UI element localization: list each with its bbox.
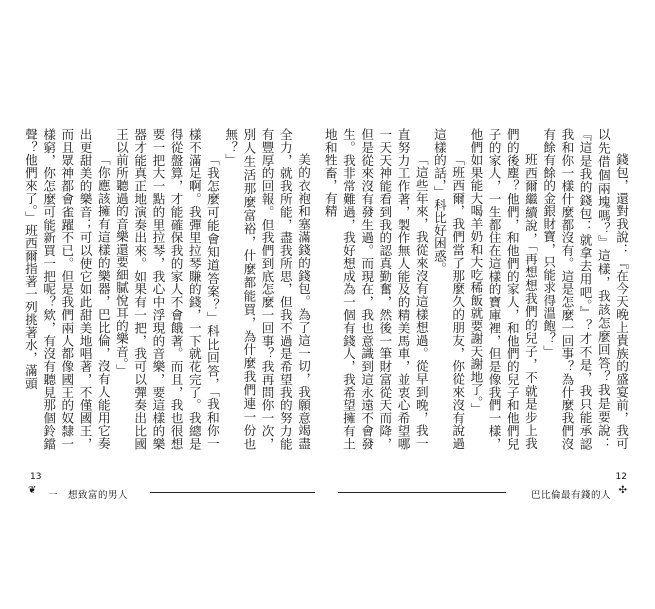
paragraph: 「我怎麼可能會知道答案？」科比回答，「我和你一樣不滿足啊。我彈里拉琴賺的錢，一下就花完了。我總是得從盤算，才能確保我的家人不會餓著。而且，我也很想要一把大一點的里拉琴，我心中浮現的音樂，要這樣的樂器才能真正地演奏出來。如果有一把，我可以彈奏出比國王以前所聽過的音樂還要細膩悅耳的樂音。」 [113, 128, 220, 450]
right-page-footer [328, 472, 655, 504]
paragraph: 「這些年來，我從來沒有這樣想過。從早到晚，我一直努力工作著，製作無人能及的精美馬車，並衷心希望哪一天天神能看到我的認真勤奮，然後一筆財富從天而降，但是從來沒有發生過。而現在，我也意識到這永遠不會發生。我非常難過，我好想成為一個有錢人，我希望擁有土地和牲畜，有精 [322, 128, 429, 450]
left-page-footer [0, 472, 327, 504]
page-number: 12 [615, 472, 627, 482]
left-page-text [22, 128, 312, 450]
paragraph: 「你應該擁有這樣的樂器，巴比倫，沒有人能用它奏出更甜美的樂音；可以使它如此甜美地唱著，不僅國王，而且眾神都會雀躍不已。但是我們兩人都像國王的奴隸一樣窮，你怎麼可能新買一把呢？欸，有沒有聽見那個鈴鐺聲？他們來了。」班西爾指著一列挑著水，滿頭 [22, 128, 111, 450]
running-head: 一 想致富的男人 [48, 490, 129, 501]
paragraph: 美的衣袍和塞滿錢的錢包。為了這一切，我願意竭盡全力，就我所能，盡我所思，但我不過是希望我的努力能有豐厚的回報。但我們到底怎麼一回事？我再問你一次，別人生活那麼富裕，什麼都能買，為什麼我們連一份也無？」 [223, 128, 311, 450]
page-number: 13 [30, 472, 42, 482]
right-page [322, 0, 655, 609]
paragraph: 「班西爾，我們當了那麼久的朋友，你從來沒有說過這樣的話，」科比好困惑。 [431, 128, 466, 450]
footer-rule [338, 492, 506, 493]
footer-rule [150, 492, 315, 493]
paragraph: 班西爾繼續說，「再想想我們的兒子，不就是步上我們的後塵？他們，和他們的家人，和他們的兒子和他們兒子的家人，一生都住在這樣的寶庫裡，但是像我們一樣，他們如果能大喝羊奶和大吃稀飯就要謝天謝地了。」 [468, 128, 538, 450]
running-head: 巴比倫最有錢的人 [530, 490, 611, 501]
right-page-text [322, 128, 630, 450]
paragraph: 錢包，還對我說：『在今天晚上貴族的盛宴前，我可以先借個兩塊嗎？』這樣，我該怎麼回答？我是要說：『這是我的錢包：就拿去用吧。』？才不是，我只能承認我和你一樣什麼都沒有。這是怎麼一回事？為什麼我們沒有餘有餘的金銀財寶，只能求得溫飽？」 [541, 128, 629, 450]
left-page [0, 0, 327, 609]
ornament-icon: ✣ [618, 485, 627, 496]
ornament-icon: ❦ [28, 485, 37, 496]
